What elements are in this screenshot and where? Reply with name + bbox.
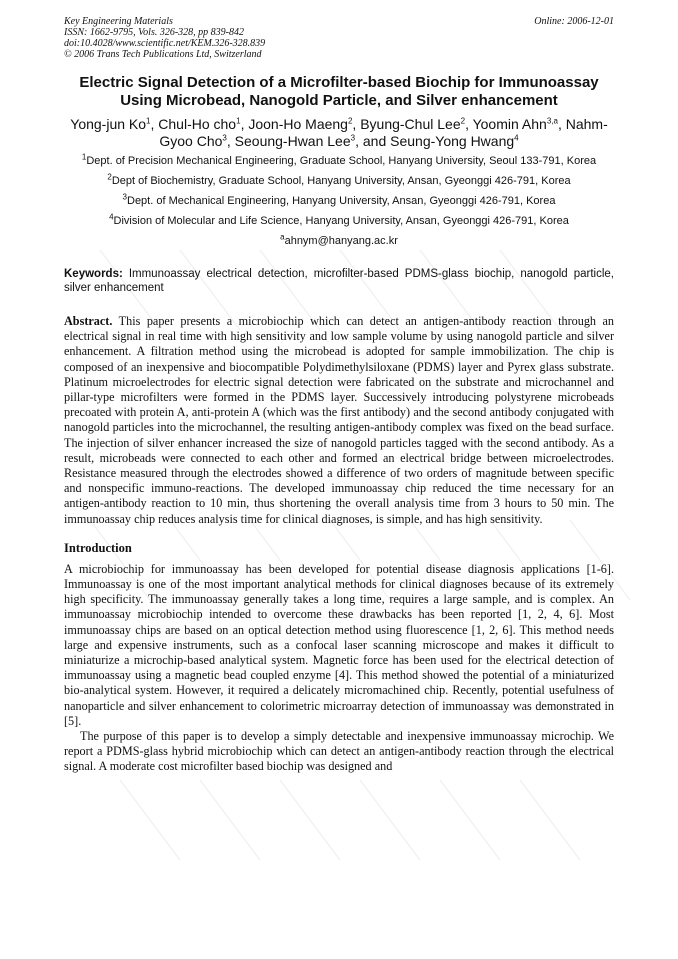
author-list: Yong-jun Ko$^1$, Chul-Ho cho$^1$, Joon-Ho Maeng$^2$, Byung-Chul Lee$^2$, Yoomin Ahn$^{3,a}$, Nahm-Gyoo Cho$^3$, Seoung-Hwan Lee$^3$, and Seung-Yong Hwang$^4$ xyxy=(70,116,608,149)
journal-header xyxy=(64,16,614,60)
author: Nahm-Gyoo Cho$^3$ xyxy=(159,116,608,149)
abstract-text: This paper presents a microbiochip which can detect an antigen-antibody reaction through an electrical signal in real time with high sensitivity and low sample volume by using nanogold particle and silver enhancement. A filtration method using the microbead is adopted for sample immobilization. The chip is composed of an inexpensive and biocompatible Polydimethylsiloxane (PDMS) layer and Pyrex glass substrate. Platinum microelectrodes for electric signal detection were fabricated on the substrate and microchannel and pillar-type microfilters were formed in the PDMS layer. Successively introducing polystyrene microbeads precoated with protein A, anti-protein A (which was the first antibody) and the second antibody conjugated with nanogold particles into the microchannel, the resulting antigen-antibody complex was fixed on the bead surface. The injection of silver enhancer increased the size of nanogold particles tagged with the second antibody. As a result, microbeads were connected to each other and formed an electrical bridge between microelectrodes. Resistance measured through the electrodes showed a difference of two orders of magnitude between specific and nonspecific immuno-reactions. The developed immunoassay chip reduced the time necessary for an antigen-antibody reaction to 10 min, thus shortening the overall analysis time from 3 hours to 50 min. The immunoassay chip reduces analysis time for clinical diagnoses, is simple, and has high sensitivity. xyxy=(64,314,614,526)
keywords-text: Immunoassay electrical detection, microfilter-based PDMS-glass biochip, nanogold particle, silver enhancement xyxy=(64,268,614,294)
keywords-label: Keywords: xyxy=(64,268,123,280)
intro-paragraph: A microbiochip for immunoassay has been developed for potential disease diagnosis applications [1-6]. Immunoassay is one of the most important analytical methods for clinical diagnoses because of its extremely high specificity. The immunoassay generally takes a long time, requires a large sample, and is complex. An immunoassay microbiochip intended to overcome these drawbacks has been reported [1, 2, 4, 6]. Most immunoassay chips are based on an optical detection method using fluorescence [1, 2, 6]. This method needs large and expensive instruments, such as a confocal laser scanning microscope and makes it difficult to miniaturize a microchip-based analytical system. Magnetic force has been used for the electrical detection of immunoassay using a magnetic bead coupled enzyme [4]. This method showed the potential of a miniaturized bio-analytical system. However, it required a delicately micromachined chip. Recently, potential usefulness of nanoparticle and silver enhancement to colorimetric microarray detection of immunoassay was demonstrated in [5]. xyxy=(64,561,614,728)
author: Byung-Chul Lee$^2$ xyxy=(360,116,466,132)
abstract xyxy=(64,314,614,527)
intro-paragraph: The purpose of this paper is to develop a simply detectable and inexpensive immunoassay microchip. We report a PDMS-glass hybrid microbiochip which can detect an antigen-antibody reaction through the electrical signal. A moderate cost microfilter based biochip was designed and xyxy=(64,729,614,774)
author: Joon-Ho Maeng$^2$ xyxy=(248,116,353,132)
issn-line: ISSN: 1662-9795, Vols. 326-328, pp 839-842 xyxy=(64,27,244,38)
affiliation: $^4$Division of Molecular and Life Science, Hanyang University, Ansan, Gyeonggi 426-791, Korea xyxy=(109,212,569,227)
author: Chul-Ho cho$^1$ xyxy=(158,116,241,132)
abstract-label: Abstract. xyxy=(64,314,113,328)
keywords xyxy=(64,267,614,295)
affiliation: $^2$Dept of Biochemistry, Graduate School, Hanyang University, Ansan, Gyeonggi 426-791, Korea xyxy=(107,172,571,187)
affiliation: $^3$Dept. of Mechanical Engineering, Hanyang University, Ansan, Gyeonggi 426-791, Korea xyxy=(122,192,556,207)
section-heading-introduction: Introduction xyxy=(64,540,132,555)
author: Yoomin Ahn$^{3,a}$ xyxy=(472,116,558,132)
contact-email[interactable]: $^a$ahnym@hanyang.ac.kr xyxy=(280,232,398,247)
online-date: Online: 2006-12-01 xyxy=(534,16,614,27)
paper-title: Electric Signal Detection of a Microfilter-based Biochip for Immunoassay Using Microbead, Nanogold Particle, and Silver enhancement xyxy=(79,74,599,109)
doi-line: doi:10.4028/www.scientific.net/KEM.326-328.839 xyxy=(64,38,266,49)
author: Seoung-Hwan Lee$^3$ xyxy=(234,133,356,149)
affiliation: $^1$Dept. of Precision Mechanical Engineering, Graduate School, Hanyang University, Seoul 133-791, Korea xyxy=(81,152,597,167)
copyright-line: © 2006 Trans Tech Publications Ltd, Switzerland xyxy=(64,49,262,60)
journal-name: Key Engineering Materials xyxy=(64,16,173,27)
author: Yong-jun Ko$^1$ xyxy=(70,116,151,132)
author: Seung-Yong Hwang$^4$ xyxy=(390,133,519,149)
